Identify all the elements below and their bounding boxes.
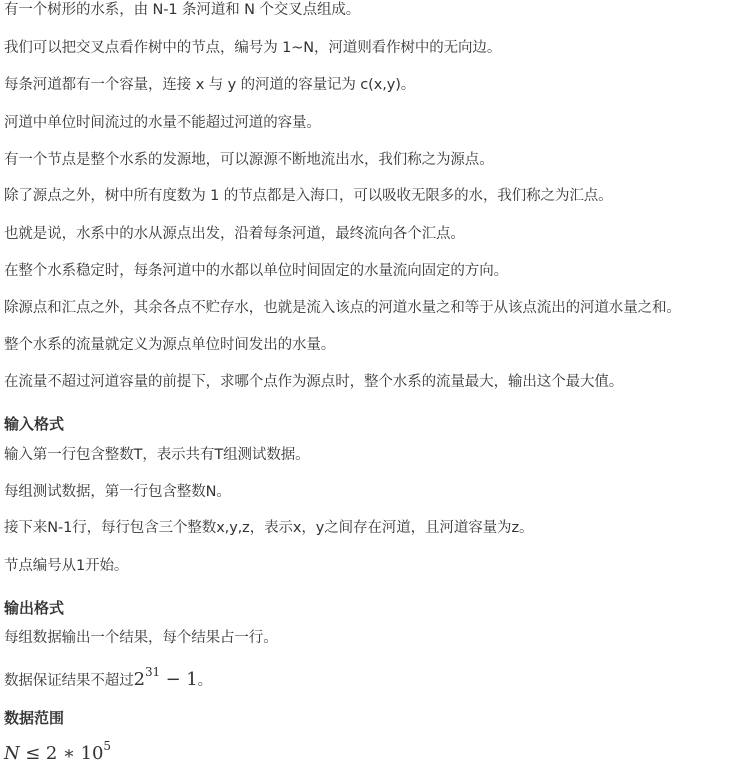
description-paragraph-8: 在整个水系稳定时，每条河道中的水都以单位时间固定的水量流向固定的方向。 [4,263,508,279]
description-paragraph-10: 整个水系的流量就定义为源点单位时间发出的水量。 [4,337,336,353]
output-limit-prefix: 数据保证结果不超过 [4,673,134,689]
data-range-heading: 数据范围 [4,709,65,727]
output-format-heading: 输出格式 [4,599,65,617]
description-paragraph-11: 在流量不超过河道容量的前提下，求哪个点作为源点时，整个水系的流量最大，输出这个最大值。 [4,374,624,390]
input-format-paragraph-1: 输入第一行包含整数T，表示共有T组测试数据。 [4,447,310,463]
output-format-paragraph-1: 每组数据输出一个结果，每个结果占一行。 [4,630,278,646]
description-paragraph-5: 有一个节点是整个水系的发源地，可以源源不断地流出水，我们称之为源点。 [4,152,494,168]
output-limit-formula: $2^{31} - 1$ [133,665,198,690]
input-format-paragraph-2: 每组测试数据，第一行包含整数N。 [4,484,231,500]
description-paragraph-3: 每条河道都有一个容量，连接 x 与 y 的河道的容量记为 c(x,y)。 [4,77,416,93]
input-format-heading: 输入格式 [4,415,65,433]
output-limit-suffix: 。 [197,673,213,689]
data-range-formula: N ≤ 2 ∗ $10^5$ [4,739,111,764]
input-format-paragraph-4: 节点编号从1开始。 [4,558,129,574]
description-paragraph-9: 除源点和汇点之外，其余各点不贮存水，也就是流入该点的河道水量之和等于从该点流出的河道水量之和。 [4,300,681,316]
description-paragraph-1: 有一个树形的水系，由 N-1 条河道和 N 个交叉点组成。 [4,2,361,18]
description-paragraph-6: 除了源点之外，树中所有度数为 1 的节点都是入海口，可以吸收无限多的水，我们称之为汇点。 [4,188,613,204]
description-paragraph-2: 我们可以把交叉点看作树中的节点，编号为 1~N，河道则看作树中的无向边。 [4,40,502,56]
description-paragraph-4: 河道中单位时间流过的水量不能超过河道的容量。 [4,115,321,131]
output-format-paragraph-2 [4,664,212,691]
input-format-paragraph-3: 接下来N-1行，每行包含三个整数x,y,z，表示x，y之间存在河道，且河道容量为z。 [4,520,534,536]
description-paragraph-7: 也就是说，水系中的水从源点出发，沿着每条河道，最终流向各个汇点。 [4,226,465,242]
